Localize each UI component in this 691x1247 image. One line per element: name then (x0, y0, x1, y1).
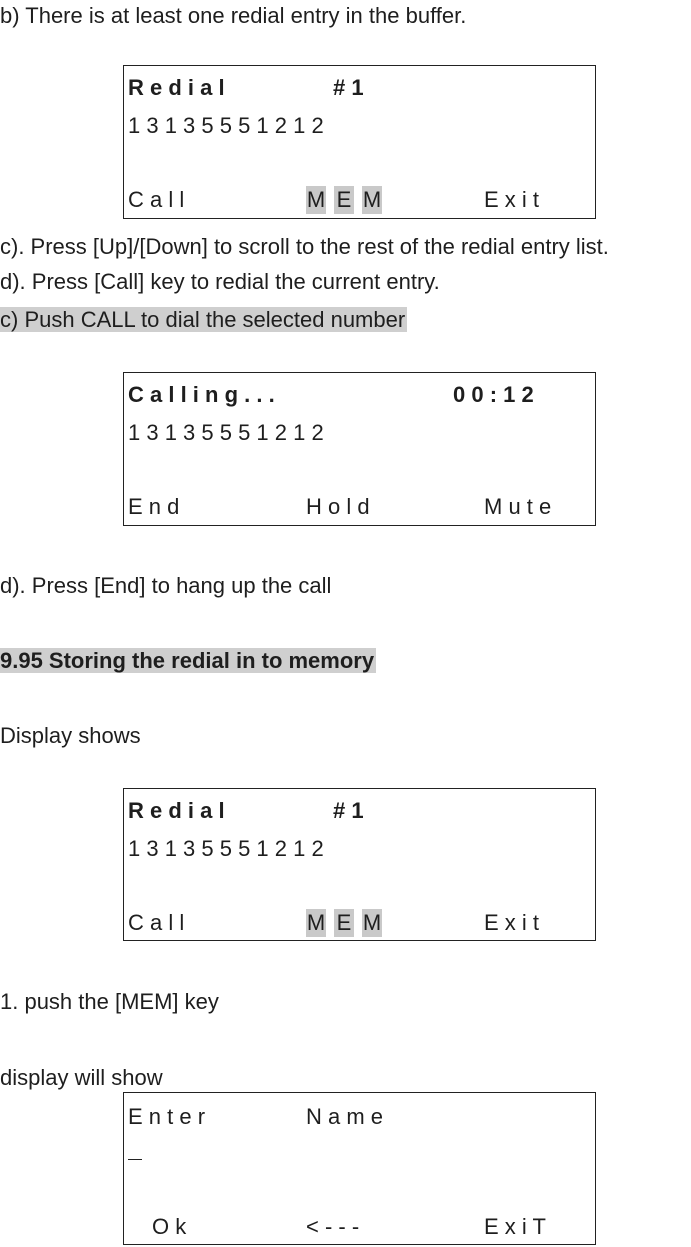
lcd-title: C a l l i n g . . . (128, 382, 275, 407)
mem-letter-m2: M (362, 910, 382, 935)
softkey-mem (306, 909, 390, 937)
text-step-1: 1. push the [MEM] key (0, 989, 219, 1014)
softkey-ok: O k (152, 1214, 187, 1239)
lcd-row-title (128, 381, 591, 409)
softkey-hold: H o l d (306, 494, 370, 519)
softkey-end: E n d (128, 494, 180, 519)
softkey-mute: M u t e (484, 494, 552, 519)
lcd-display-calling (123, 372, 596, 526)
text-line-d2: d). Press [End] to hang up the call (0, 573, 332, 598)
softkey-mem (306, 186, 390, 214)
text-display-shows: Display shows (0, 723, 141, 748)
text-line-c2 (0, 306, 407, 334)
text-display-will-show: display will show (0, 1065, 163, 1090)
lcd-title: R e d i a l (128, 75, 225, 100)
lcd-number: 1 3 1 3 5 5 5 1 2 1 2 (128, 113, 324, 138)
lcd-title: R e d i a l (128, 798, 225, 823)
mem-letter-m: M (306, 187, 326, 212)
lcd-timer: 0 0 : 1 2 (453, 382, 534, 407)
mem-letter-e: E (334, 186, 354, 214)
lcd-number: 1 3 1 3 5 5 5 1 2 1 2 (128, 420, 324, 445)
mem-letter-e: E (334, 909, 354, 937)
section-heading (0, 647, 376, 675)
lcd-display-enter-name (123, 1092, 596, 1245)
softkey-call: C a l l (128, 187, 185, 212)
softkey-exit: E x i T (484, 1214, 546, 1239)
text-line-b: b) There is at least one redial entry in the buffer. (0, 3, 467, 28)
lcd-row-title (128, 1103, 591, 1131)
lcd-softkeys (128, 493, 591, 521)
lcd-index: # 1 (333, 798, 364, 823)
lcd-softkeys (128, 909, 591, 937)
softkey-exit: E x i t (484, 910, 540, 935)
heading-text: 9.95 Storing the redial in to memory (0, 648, 375, 673)
text-cursor (128, 1159, 142, 1160)
softkey-call: C a l l (128, 910, 185, 935)
lcd-softkeys (128, 186, 591, 214)
lcd-title-name: N a m e (306, 1104, 384, 1129)
lcd-title-enter: E n t e r (128, 1104, 206, 1129)
softkey-exit: E x i t (484, 187, 540, 212)
lcd-row-title (128, 797, 591, 825)
lcd-row-title (128, 74, 591, 102)
lcd-display-redial-1 (123, 65, 596, 219)
mem-letter-m: M (306, 910, 326, 935)
highlighted-text: c) Push CALL to dial the selected number (0, 307, 406, 332)
mem-letter-m2: M (362, 187, 382, 212)
lcd-softkeys (128, 1213, 591, 1241)
lcd-number: 1 3 1 3 5 5 5 1 2 1 2 (128, 836, 324, 861)
softkey-backspace: < - - - (306, 1214, 360, 1239)
text-line-d1: d). Press [Call] key to redial the current entry. (0, 269, 440, 294)
lcd-index: # 1 (333, 75, 364, 100)
lcd-display-redial-2 (123, 788, 596, 941)
text-line-c1: c). Press [Up]/[Down] to scroll to the rest of the redial entry list. (0, 234, 609, 259)
